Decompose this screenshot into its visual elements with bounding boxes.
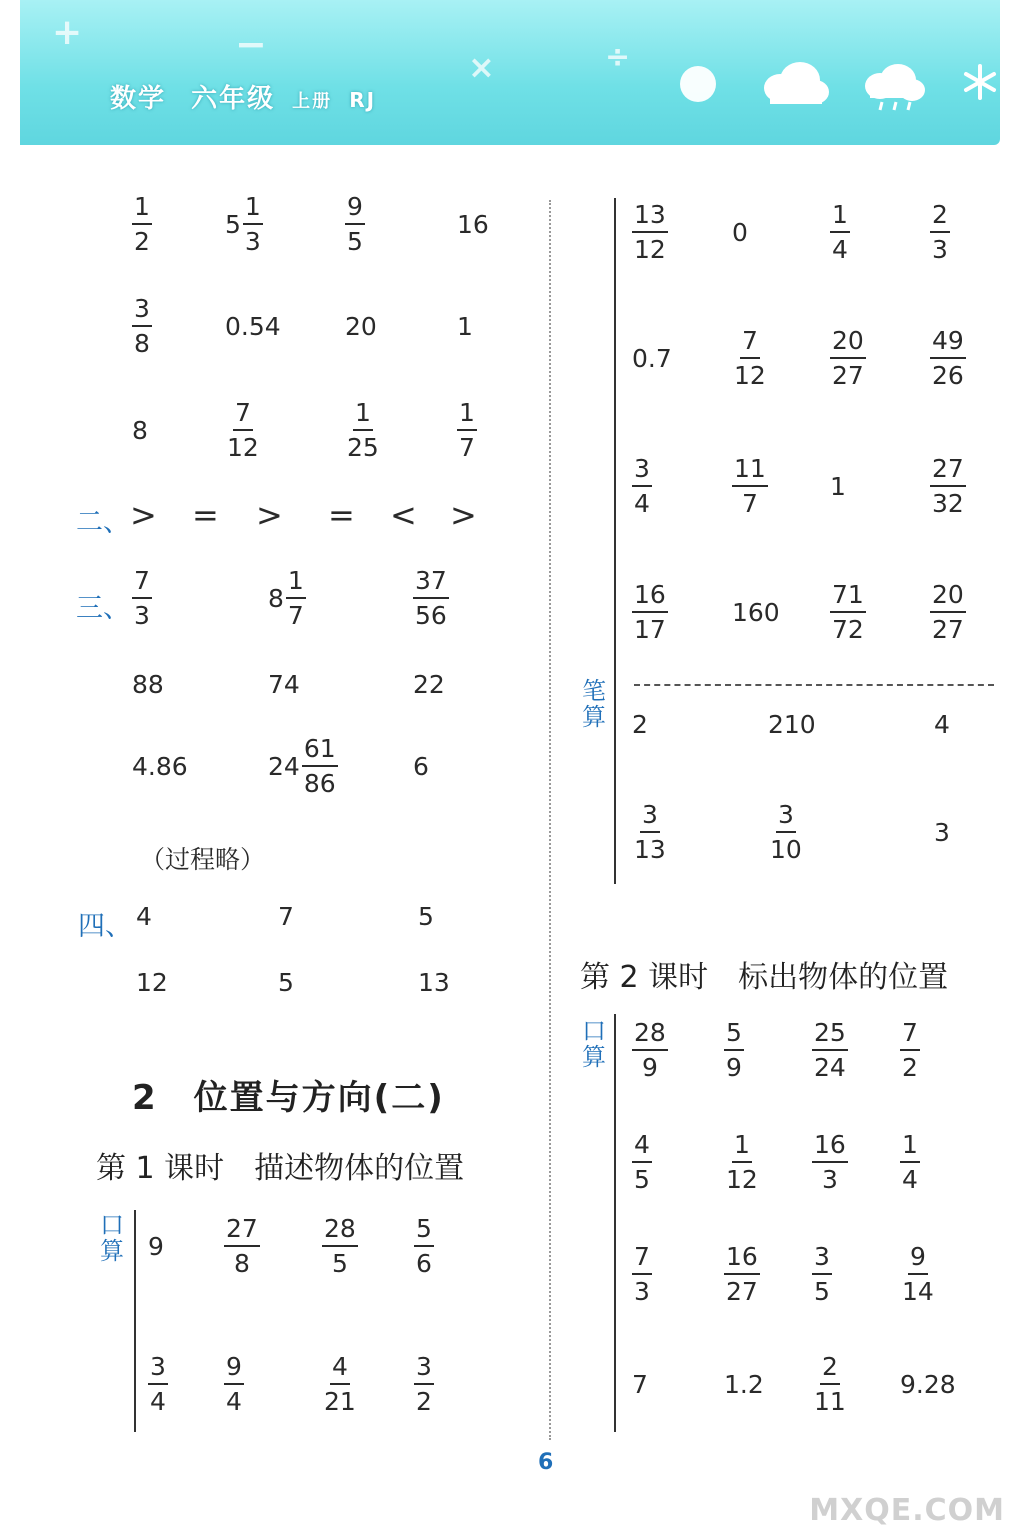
answer-value: 12	[136, 967, 168, 997]
numerator: 11	[732, 455, 768, 488]
answer-value: 3	[934, 817, 950, 847]
answer-value: 5	[278, 967, 294, 997]
answer-value: 7	[278, 901, 294, 931]
answer-fraction	[322, 1215, 358, 1278]
denominator: 7	[459, 433, 475, 462]
answer-fraction	[830, 581, 866, 644]
written-calc-label	[580, 678, 608, 731]
answer-fraction	[812, 1353, 848, 1416]
answer-fraction	[830, 201, 850, 264]
numerator: 20	[830, 327, 866, 360]
answer-fraction	[322, 1353, 358, 1416]
denominator: 12	[726, 1165, 758, 1194]
denominator: 9	[726, 1053, 742, 1082]
cloud-icon	[760, 58, 830, 106]
section-2-label: 二、	[76, 507, 130, 538]
answer-fraction	[413, 567, 449, 630]
numerator: 27	[930, 455, 966, 488]
numerator: 25	[812, 1019, 848, 1052]
numerator: 3	[776, 801, 796, 834]
answer-value: 1	[457, 311, 473, 341]
answer-value: 7	[632, 1369, 648, 1399]
answer-fraction	[768, 801, 804, 864]
numerator: 9	[908, 1243, 928, 1276]
denominator: 56	[415, 601, 447, 630]
answer-fraction	[243, 193, 263, 256]
numerator: 28	[632, 1019, 668, 1052]
denominator: 7	[741, 489, 758, 518]
answer-fraction	[930, 327, 966, 390]
answer-value: 1.2	[724, 1369, 764, 1399]
lesson-2-title: 第 2 课时 标出物体的位置	[580, 960, 949, 995]
numerator: 3	[812, 1243, 832, 1276]
numerator: 2	[930, 201, 950, 234]
answer-mixed-number	[268, 567, 306, 630]
oral-calc-rule-right-bottom	[614, 1014, 616, 1432]
denominator: 5	[634, 1165, 650, 1194]
process-note: （过程略）	[140, 845, 266, 874]
denominator: 7	[287, 601, 304, 630]
numerator: 16	[632, 581, 668, 614]
written-label-char: 笔	[582, 677, 606, 705]
numerator: 61	[302, 735, 338, 768]
numerator: 5	[724, 1019, 744, 1052]
plus-decor-icon: +	[52, 12, 83, 53]
numerator: 9	[224, 1353, 244, 1386]
numerator: 27	[224, 1215, 260, 1248]
numerator: 1	[900, 1131, 920, 1164]
numerator: 20	[930, 581, 966, 614]
oral-label-char: 口	[582, 1017, 606, 1045]
answer-value: 4	[934, 709, 950, 739]
numerator: 1	[457, 399, 477, 432]
numerator: 5	[414, 1215, 434, 1248]
denominator: 24	[814, 1053, 846, 1082]
oral-calc-rule-right-top	[614, 198, 616, 884]
denominator: 32	[932, 489, 964, 518]
denominator: 3	[634, 1277, 650, 1306]
answer-mixed-number	[268, 735, 338, 798]
numerator: 71	[830, 581, 866, 614]
numerator: 7	[740, 327, 760, 360]
answer-value: 0.54	[225, 311, 281, 341]
denominator: 2	[416, 1387, 432, 1416]
answer-value: 74	[268, 669, 300, 699]
comparison-symbol: <	[390, 496, 417, 534]
numerator: 3	[640, 801, 660, 834]
denominator: 13	[634, 835, 666, 864]
denominator: 4	[226, 1387, 242, 1416]
answer-value: 9	[148, 1231, 164, 1261]
answer-fraction	[225, 399, 261, 462]
section-4-label: 四、	[78, 911, 132, 942]
answer-value: 0	[732, 217, 748, 247]
answer-fraction	[224, 1353, 244, 1416]
denominator: 12	[734, 361, 766, 390]
answer-fraction	[632, 581, 668, 644]
sun-icon	[680, 66, 716, 102]
denominator: 4	[902, 1165, 918, 1194]
numerator: 3	[132, 295, 152, 328]
numerator: 49	[930, 327, 966, 360]
volume-label: 上册	[292, 91, 333, 112]
answer-fraction	[302, 735, 338, 798]
answer-fraction	[830, 327, 866, 390]
answer-fraction	[345, 193, 365, 256]
answer-value: 5	[418, 901, 434, 931]
numerator: 3	[632, 455, 652, 488]
denominator: 3	[932, 235, 948, 264]
denominator: 8	[233, 1249, 250, 1278]
answer-fraction	[632, 1019, 668, 1082]
denominator: 4	[832, 235, 848, 264]
answer-fraction	[900, 1243, 936, 1306]
numerator: 13	[632, 201, 668, 234]
section-separator	[634, 684, 994, 686]
oral-label-char: 口	[100, 1211, 124, 1239]
oral-calc-rule-left	[134, 1210, 136, 1432]
denominator: 25	[347, 433, 379, 462]
denominator: 2	[134, 227, 150, 256]
numerator: 4	[632, 1131, 652, 1164]
answer-value: 210	[768, 709, 816, 739]
section-3-label: 三、	[76, 593, 130, 624]
answer-fraction	[900, 1019, 920, 1082]
denominator: 27	[832, 361, 864, 390]
answer-value: 20	[345, 311, 377, 341]
numerator: 7	[632, 1243, 652, 1276]
answer-fraction	[724, 1243, 760, 1306]
denominator: 12	[227, 433, 259, 462]
numerator: 7	[900, 1019, 920, 1052]
divide-decor-icon: ÷	[605, 40, 631, 75]
numerator: 1	[286, 567, 306, 600]
whole-part: 24	[268, 751, 300, 781]
answer-fraction	[732, 327, 768, 390]
answer-fraction	[812, 1243, 832, 1306]
denominator: 4	[634, 489, 650, 518]
numerator: 16	[812, 1131, 848, 1164]
numerator: 1	[830, 201, 850, 234]
answer-fraction	[132, 295, 152, 358]
answer-value: 4.86	[132, 751, 188, 781]
denominator: 86	[303, 769, 336, 798]
answer-value: 13	[418, 967, 450, 997]
answer-fraction	[632, 455, 652, 518]
rain-cloud-icon	[860, 62, 930, 112]
answer-value: 160	[732, 597, 780, 627]
book-title	[110, 78, 376, 115]
snowflake-icon	[960, 62, 1000, 102]
answer-value: 2	[632, 709, 648, 739]
answer-value: 0.7	[632, 343, 672, 373]
answer-value: 9.28	[900, 1369, 956, 1399]
grade-label: 六年级	[191, 84, 276, 114]
denominator: 26	[932, 361, 964, 390]
answer-fraction	[812, 1131, 848, 1194]
numerator: 1	[732, 1131, 752, 1164]
denominator: 4	[150, 1387, 166, 1416]
comparison-symbol: >	[130, 496, 157, 534]
answer-fraction	[632, 1243, 652, 1306]
whole-part: 5	[225, 209, 241, 239]
answer-fraction	[148, 1353, 168, 1416]
numerator: 7	[132, 567, 152, 600]
numerator: 1	[243, 193, 263, 226]
denominator: 27	[726, 1277, 758, 1306]
answer-fraction	[930, 581, 966, 644]
numerator: 7	[233, 399, 253, 432]
written-label-char: 算	[582, 703, 606, 732]
answer-value: 4	[136, 901, 152, 931]
denominator: 27	[932, 615, 964, 644]
denominator: 21	[324, 1387, 356, 1416]
oral-calc-label-right	[580, 1018, 608, 1071]
answer-value: 6	[413, 751, 429, 781]
answer-value: 1	[830, 471, 846, 501]
denominator: 5	[814, 1277, 830, 1306]
denominator: 10	[770, 835, 802, 864]
denominator: 3	[134, 601, 150, 630]
answer-value: 16	[457, 209, 489, 239]
numerator: 28	[322, 1215, 358, 1248]
oral-label-char: 算	[582, 1043, 606, 1072]
chapter-title: 2 位置与方向(二)	[132, 1078, 445, 1118]
denominator: 8	[134, 329, 150, 358]
answer-fraction	[724, 1131, 760, 1194]
oral-label-char: 算	[100, 1237, 124, 1266]
denominator: 12	[634, 235, 666, 264]
answer-fraction	[345, 399, 381, 462]
answer-fraction	[414, 1353, 434, 1416]
lesson-1-title: 第 1 课时 描述物体的位置	[96, 1151, 465, 1186]
subject-label: 数学	[110, 84, 167, 114]
header-banner	[20, 0, 1000, 145]
denominator: 2	[902, 1053, 918, 1082]
answer-fraction	[812, 1019, 848, 1082]
answer-fraction	[930, 201, 950, 264]
answer-fraction	[286, 567, 306, 630]
answer-fraction	[632, 801, 668, 864]
denominator: 3	[821, 1165, 838, 1194]
column-divider	[549, 200, 551, 1440]
numerator: 4	[330, 1353, 350, 1386]
watermark: MXQE.COM	[809, 1493, 1005, 1528]
answer-value: 22	[413, 669, 445, 699]
answer-fraction	[724, 1019, 744, 1082]
numerator: 1	[132, 193, 152, 226]
comparison-symbol: >	[256, 496, 283, 534]
answer-fraction	[900, 1131, 920, 1194]
numerator: 37	[413, 567, 449, 600]
answer-fraction	[132, 193, 152, 256]
whole-part: 8	[268, 583, 284, 613]
answer-fraction	[414, 1215, 434, 1278]
denominator: 9	[641, 1053, 658, 1082]
answer-fraction	[132, 567, 152, 630]
denominator: 11	[814, 1387, 846, 1416]
denominator: 6	[416, 1249, 432, 1278]
answer-mixed-number	[225, 193, 263, 256]
numerator: 16	[724, 1243, 760, 1276]
numerator: 1	[353, 399, 373, 432]
denominator: 72	[832, 615, 864, 644]
denominator: 5	[347, 227, 363, 256]
answer-fraction	[632, 1131, 652, 1194]
numerator: 3	[148, 1353, 168, 1386]
answer-value: 88	[132, 669, 164, 699]
answer-fraction	[224, 1215, 260, 1278]
answer-fraction	[732, 455, 768, 518]
comparison-symbol: >	[450, 496, 477, 534]
oral-calc-label-left	[98, 1212, 126, 1265]
answer-fraction	[457, 399, 477, 462]
answer-fraction	[930, 455, 966, 518]
numerator: 2	[820, 1353, 840, 1386]
numerator: 3	[414, 1353, 434, 1386]
denominator: 5	[331, 1249, 348, 1278]
comparison-symbol: =	[328, 496, 355, 534]
answer-fraction	[632, 201, 668, 264]
denominator: 14	[902, 1277, 934, 1306]
answer-value: 8	[132, 415, 148, 445]
comparison-symbol: =	[192, 496, 219, 534]
minus-decor-icon: −	[235, 22, 267, 66]
denominator: 3	[244, 227, 261, 256]
page-number: 6	[538, 1450, 554, 1475]
edition-badge: RJ	[349, 88, 377, 112]
times-decor-icon: ×	[468, 48, 495, 86]
denominator: 17	[634, 615, 666, 644]
numerator: 9	[345, 193, 365, 226]
